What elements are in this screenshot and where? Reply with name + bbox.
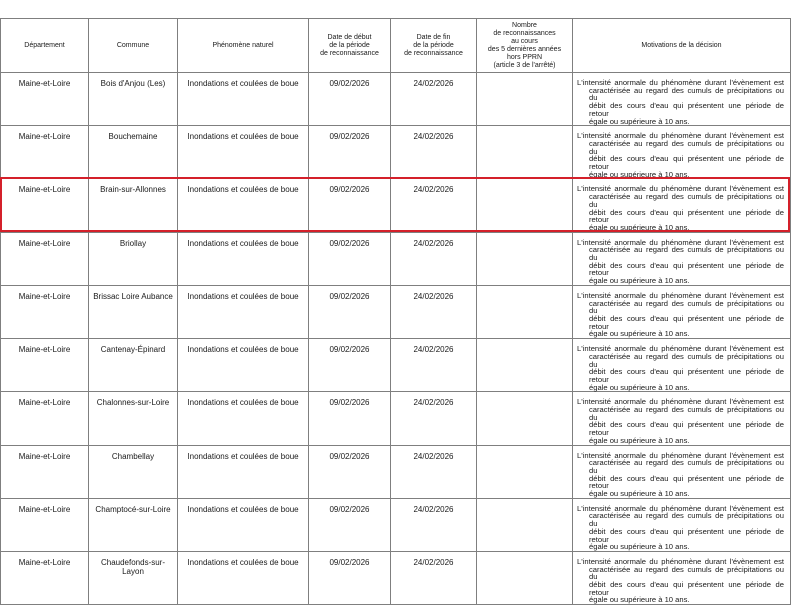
header-nombre-line: de reconnaissances: [493, 29, 556, 37]
cell-date-debut: 09/02/2026: [309, 73, 391, 126]
motivation-line: L'intensité anormale du phénomène durant l'évènement est: [577, 503, 784, 513]
cell-departement: Maine-et-Loire: [1, 392, 89, 445]
motivation-line: caractérisée au regard des cumuls de précipitations ou du: [589, 511, 784, 529]
header-departement: Département: [1, 19, 89, 73]
header-date-fin-line: de la période: [413, 41, 454, 49]
cell-date-debut: 09/02/2026: [309, 392, 391, 445]
table-row: [1, 285, 791, 338]
cell-commune: [89, 339, 178, 392]
table-row: [1, 73, 791, 126]
table-row: [1, 551, 791, 604]
cell-departement: Maine-et-Loire: [1, 498, 89, 551]
cell-nombre: [477, 285, 573, 338]
cell-phenomene: Inondations et coulées de boue: [178, 445, 309, 498]
table-row: [1, 232, 791, 285]
motivation-line: L'intensité anormale du phénomène durant l'évènement est: [577, 450, 784, 460]
cell-phenomene: Inondations et coulées de boue: [178, 339, 309, 392]
cell-departement: Maine-et-Loire: [1, 179, 89, 232]
header-nombre-line: Nombre: [512, 21, 537, 29]
cell-date-debut: 09/02/2026: [309, 179, 391, 232]
header-commune: Commune: [89, 19, 178, 73]
cell-date-fin: 24/02/2026: [391, 551, 477, 604]
cell-motivations: [573, 232, 791, 285]
header-nombre-line: au cours: [511, 37, 538, 45]
motivation-line: L'intensité anormale du phénomène durant l'évènement est: [577, 78, 784, 87]
cell-motivations: [573, 339, 791, 392]
motivation-line: égale ou supérieure à 10 ans.: [589, 276, 690, 286]
commune-line: Brain-sur-Allonnes: [100, 185, 166, 195]
motivation-line: débit des cours d'eau qui présentent une période de retour: [589, 154, 784, 172]
table-row: [1, 126, 791, 179]
cell-date-fin: 24/02/2026: [391, 339, 477, 392]
header-date-debut-line: Date de début: [327, 33, 372, 41]
commune-line: Chambellay: [111, 451, 155, 461]
header-nombre-line: hors PPRN: [506, 53, 542, 61]
motivation-line: L'intensité anormale du phénomène durant l'évènement est: [577, 290, 784, 300]
commune-line: Layon: [122, 566, 144, 576]
table-row: [1, 498, 791, 551]
commune-line: Bouchemaine: [108, 132, 158, 142]
cell-motivations: [573, 285, 791, 338]
cell-date-debut: 09/02/2026: [309, 232, 391, 285]
motivation-line: caractérisée au regard des cumuls de précipitations ou du: [589, 351, 784, 369]
cell-commune: [89, 551, 178, 604]
header-nombre-line: des 5 dernières années: [487, 45, 562, 53]
header-nombre-line: (article 3 de l'arrêté): [493, 61, 556, 69]
header-date-fin-line: Date de fin: [416, 33, 451, 41]
motivation-line: débit des cours d'eau qui présentent une période de retour: [589, 101, 784, 118]
motivation-line: L'intensité anormale du phénomène durant l'évènement est: [577, 556, 784, 566]
cell-phenomene: Inondations et coulées de boue: [178, 126, 309, 179]
cell-departement: Maine-et-Loire: [1, 232, 89, 285]
cell-motivations: [573, 73, 791, 126]
cell-date-debut: 09/02/2026: [309, 339, 391, 392]
cell-nombre: [477, 126, 573, 179]
motivation-line: L'intensité anormale du phénomène durant l'évènement est: [577, 184, 784, 194]
motivation-line: égale ou supérieure à 10 ans.: [589, 489, 690, 499]
motivation-line: débit des cours d'eau qui présentent une période de retour: [589, 580, 784, 597]
cell-date-fin: 24/02/2026: [391, 232, 477, 285]
cell-departement: Maine-et-Loire: [1, 285, 89, 338]
motivation-line: débit des cours d'eau qui présentent une période de retour: [589, 367, 784, 384]
cell-nombre: [477, 498, 573, 551]
header-date-debut: [309, 19, 391, 73]
motivation-line: caractérisée au regard des cumuls de précipitations ou du: [589, 298, 784, 316]
motivation-line: débit des cours d'eau qui présentent une période de retour: [589, 260, 784, 278]
cell-nombre: [477, 392, 573, 445]
cell-departement: Maine-et-Loire: [1, 339, 89, 392]
cell-date-fin: 24/02/2026: [391, 285, 477, 338]
cell-nombre: [477, 179, 573, 232]
motivation-line: caractérisée au regard des cumuls de précipitations ou du: [589, 564, 784, 582]
cell-phenomene: Inondations et coulées de boue: [178, 285, 309, 338]
commune-line: Bois d'Anjou (Les): [100, 79, 166, 88]
table-row: [1, 179, 791, 232]
motivation-line: égale ou supérieure à 10 ans.: [589, 222, 690, 232]
motivation-line: égale ou supérieure à 10 ans.: [589, 595, 690, 605]
cell-nombre: [477, 339, 573, 392]
motivation-line: égale ou supérieure à 10 ans.: [589, 116, 690, 126]
cell-phenomene: Inondations et coulées de boue: [178, 232, 309, 285]
cell-departement: Maine-et-Loire: [1, 126, 89, 179]
motivation-line: débit des cours d'eau qui présentent une période de retour: [589, 313, 784, 331]
cell-nombre: [477, 73, 573, 126]
cell-departement: Maine-et-Loire: [1, 73, 89, 126]
cell-motivations: [573, 551, 791, 604]
cell-motivations: [573, 179, 791, 232]
header-date-fin: [391, 19, 477, 73]
commune-line: Chaudefonds-sur-: [100, 557, 166, 567]
commune-line: Champtocé-sur-Loire: [95, 504, 171, 514]
cell-phenomene: Inondations et coulées de boue: [178, 392, 309, 445]
motivation-line: débit des cours d'eau qui présentent une période de retour: [589, 526, 784, 544]
cell-phenomene: Inondations et coulées de boue: [178, 179, 309, 232]
cell-date-debut: 09/02/2026: [309, 126, 391, 179]
cell-motivations: [573, 126, 791, 179]
cell-date-fin: 24/02/2026: [391, 392, 477, 445]
header-date-debut-line: de la période: [329, 41, 370, 49]
motivation-line: caractérisée au regard des cumuls de précipitations ou du: [589, 138, 784, 156]
cell-date-fin: 24/02/2026: [391, 179, 477, 232]
cell-commune: [89, 73, 178, 126]
cell-date-fin: 24/02/2026: [391, 498, 477, 551]
motivation-line: égale ou supérieure à 10 ans.: [589, 382, 690, 392]
cell-date-debut: 09/02/2026: [309, 285, 391, 338]
cell-commune: [89, 285, 178, 338]
table-row: [1, 339, 791, 392]
cell-motivations: [573, 445, 791, 498]
cell-nombre: [477, 551, 573, 604]
motivation-line: caractérisée au regard des cumuls de précipitations ou du: [589, 458, 784, 475]
motivation-line: débit des cours d'eau qui présentent une période de retour: [589, 207, 784, 225]
cell-date-fin: 24/02/2026: [391, 73, 477, 126]
cell-date-debut: 09/02/2026: [309, 498, 391, 551]
cell-date-debut: 09/02/2026: [309, 551, 391, 604]
commune-line: Chalonnes-sur-Loire: [96, 398, 170, 408]
motivation-line: débit des cours d'eau qui présentent une période de retour: [589, 420, 784, 438]
cell-commune: [89, 126, 178, 179]
cell-phenomene: Inondations et coulées de boue: [178, 73, 309, 126]
header-date-fin-line: de reconnaissance: [404, 49, 463, 57]
cell-commune: [89, 232, 178, 285]
commune-line: Cantenay-Épinard: [100, 345, 166, 355]
cell-commune: [89, 392, 178, 445]
motivation-line: égale ou supérieure à 10 ans.: [589, 542, 690, 552]
motivation-line: égale ou supérieure à 10 ans.: [589, 169, 690, 179]
motivation-line: caractérisée au regard des cumuls de précipitations ou du: [589, 85, 784, 103]
decision-table: [0, 18, 791, 605]
table-row: [1, 445, 791, 498]
motivation-line: caractérisée au regard des cumuls de précipitations ou du: [589, 405, 784, 422]
cell-commune: [89, 179, 178, 232]
motivation-line: L'intensité anormale du phénomène durant l'évènement est: [577, 344, 784, 354]
cell-departement: Maine-et-Loire: [1, 445, 89, 498]
motivation-line: caractérisée au regard des cumuls de précipitations ou du: [589, 245, 784, 263]
motivation-line: débit des cours d'eau qui présentent une période de retour: [589, 473, 784, 491]
cell-departement: Maine-et-Loire: [1, 551, 89, 604]
header-motivations: Motivations de la décision: [573, 19, 791, 73]
cell-motivations: [573, 392, 791, 445]
cell-commune: [89, 498, 178, 551]
motivation-line: L'intensité anormale du phénomène durant l'évènement est: [577, 131, 784, 141]
motivation-line: L'intensité anormale du phénomène durant l'évènement est: [577, 237, 784, 247]
cell-phenomene: Inondations et coulées de boue: [178, 498, 309, 551]
table-header-row: [1, 19, 791, 73]
motivation-line: égale ou supérieure à 10 ans.: [589, 329, 690, 339]
header-phenomene: Phénomène naturel: [178, 19, 309, 73]
cell-commune: [89, 445, 178, 498]
cell-motivations: [573, 498, 791, 551]
cell-nombre: [477, 445, 573, 498]
header-nombre: [477, 19, 573, 73]
cell-date-fin: 24/02/2026: [391, 445, 477, 498]
table-row: [1, 392, 791, 445]
motivation-line: L'intensité anormale du phénomène durant l'évènement est: [577, 397, 784, 407]
motivation-line: caractérisée au regard des cumuls de précipitations ou du: [589, 192, 784, 209]
motivation-line: égale ou supérieure à 10 ans.: [589, 435, 690, 445]
commune-line: Brissac Loire Aubance: [93, 291, 173, 301]
commune-line: Briollay: [119, 238, 147, 248]
cell-date-debut: 09/02/2026: [309, 445, 391, 498]
cell-phenomene: Inondations et coulées de boue: [178, 551, 309, 604]
cell-date-fin: 24/02/2026: [391, 126, 477, 179]
header-date-debut-line: de reconnaissance: [320, 49, 379, 57]
cell-nombre: [477, 232, 573, 285]
